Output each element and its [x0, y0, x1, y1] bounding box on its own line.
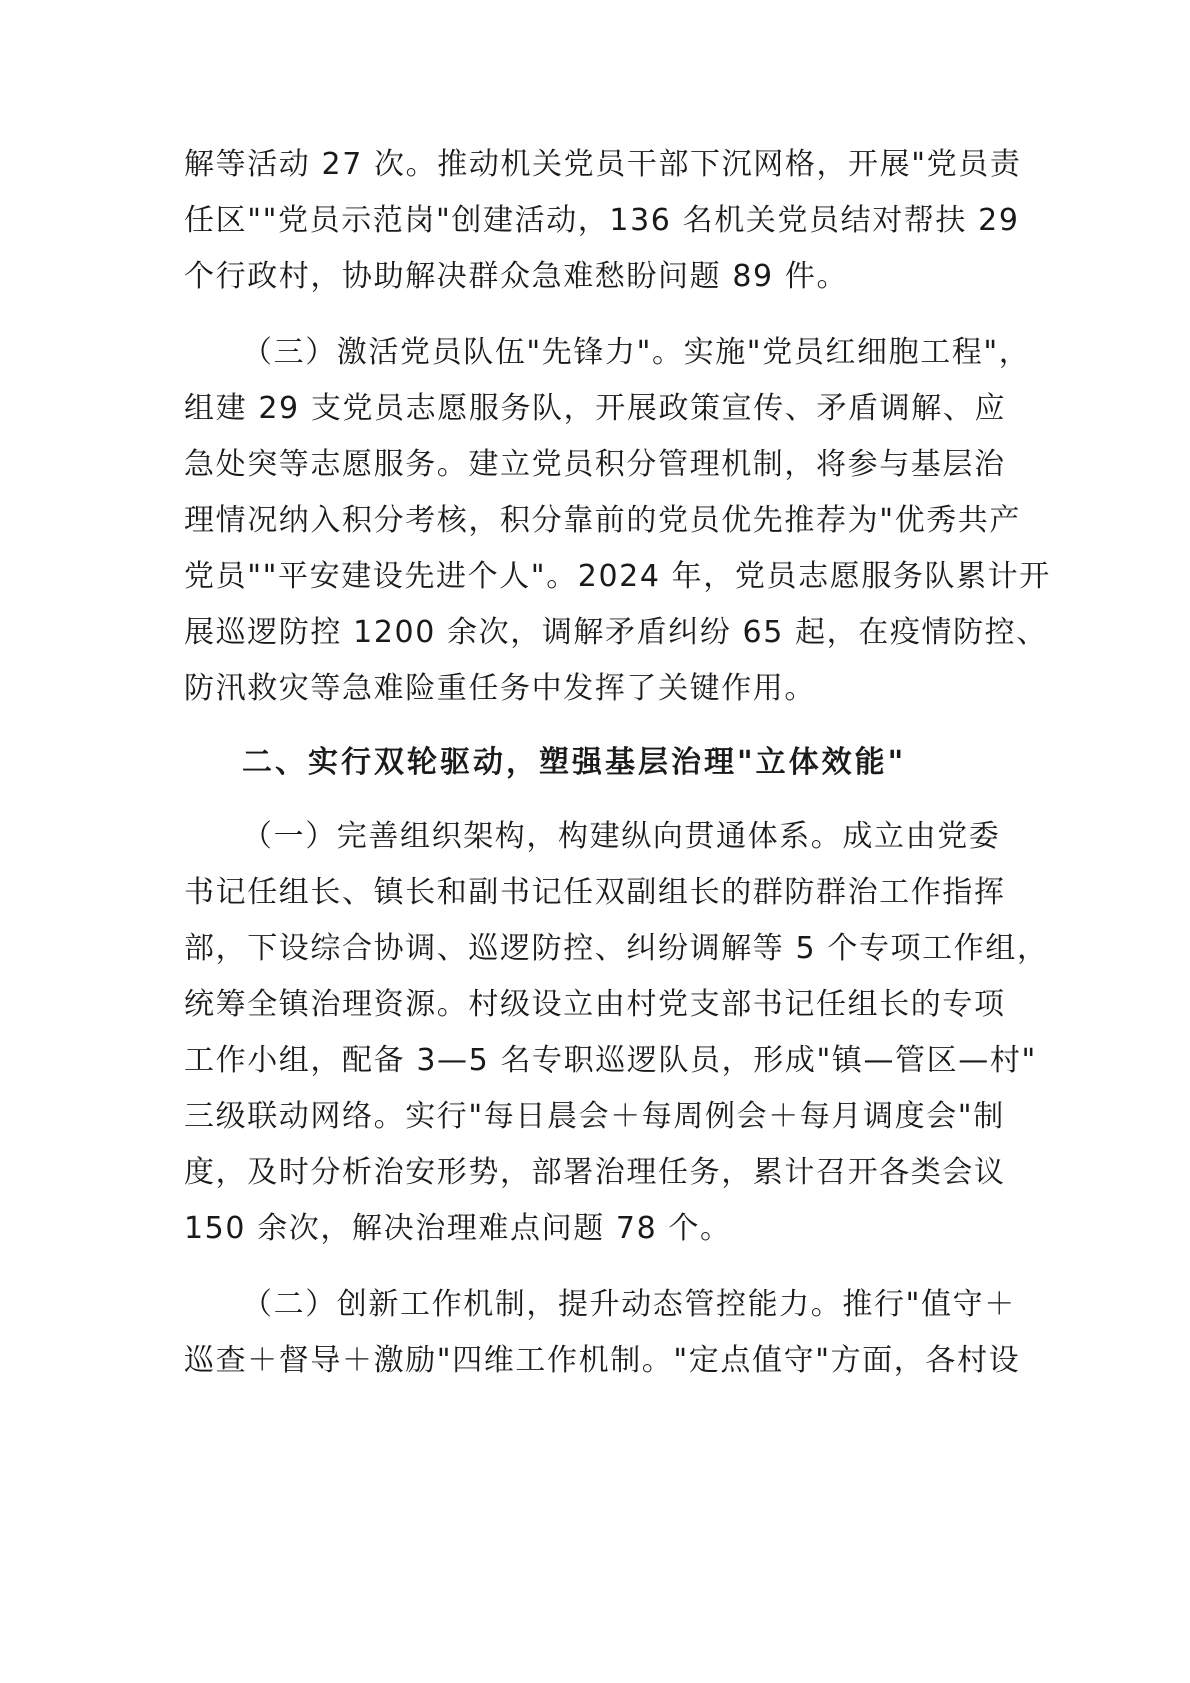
- text-line: 急处突等志愿服务。建立党员积分管理机制，将参与基层治: [184, 447, 1006, 482]
- text-line: 巡查＋督导＋激励"四维工作机制。"定点值守"方面，各村设: [184, 1343, 1021, 1378]
- section-heading: 二、实行双轮驱动，塑强基层治理"立体效能": [242, 745, 907, 780]
- text-line: 统筹全镇治理资源。村级设立由村党支部书记任组长的专项: [184, 987, 1006, 1022]
- text-line: 理情况纳入积分考核，积分靠前的党员优先推荐为"优秀共产: [184, 503, 1021, 538]
- text-line: 三级联动网络。实行"每日晨会＋每周例会＋每月调度会"制: [184, 1099, 1005, 1134]
- text-line: 任区""党员示范岗"创建活动，136 名机关党员结对帮扶 29: [184, 203, 1020, 238]
- text-line: （二）创新工作机制，提升动态管控能力。推行"值守＋: [242, 1287, 1016, 1322]
- text-line: 展巡逻防控 1200 余次，调解矛盾纠纷 65 起，在疫情防控、: [184, 615, 1048, 650]
- text-line: 书记任组长、镇长和副书记任双副组长的群防群治工作指挥: [184, 875, 1006, 910]
- text-line: 解等活动 27 次。推动机关党员干部下沉网格，开展"党员责: [184, 147, 1022, 182]
- text-line: 组建 29 支党员志愿服务队，开展政策宣传、矛盾调解、应: [184, 391, 1007, 426]
- text-line: 党员""平安建设先进个人"。2024 年，党员志愿服务队累计开: [184, 559, 1051, 594]
- text-line: 工作小组，配备 3—5 名专职巡逻队员，形成"镇—管区—村": [184, 1043, 1037, 1078]
- text-line: （三）激活党员队伍"先锋力"。实施"党员红细胞工程"，: [242, 335, 1031, 370]
- text-line: （一）完善组织架构，构建纵向贯通体系。成立由党委: [242, 819, 1001, 854]
- text-line: 度，及时分析治安形势，部署治理任务，累计召开各类会议: [184, 1155, 1006, 1190]
- text-line: 防汛救灾等急难险重任务中发挥了关键作用。: [184, 671, 816, 706]
- text-line: 150 余次，解决治理难点问题 78 个。: [184, 1211, 732, 1246]
- text-line: 部，下设综合协调、巡逻防控、纠纷调解等 5 个专项工作组，: [184, 931, 1049, 966]
- text-line: 个行政村，协助解决群众急难愁盼问题 89 件。: [184, 259, 849, 294]
